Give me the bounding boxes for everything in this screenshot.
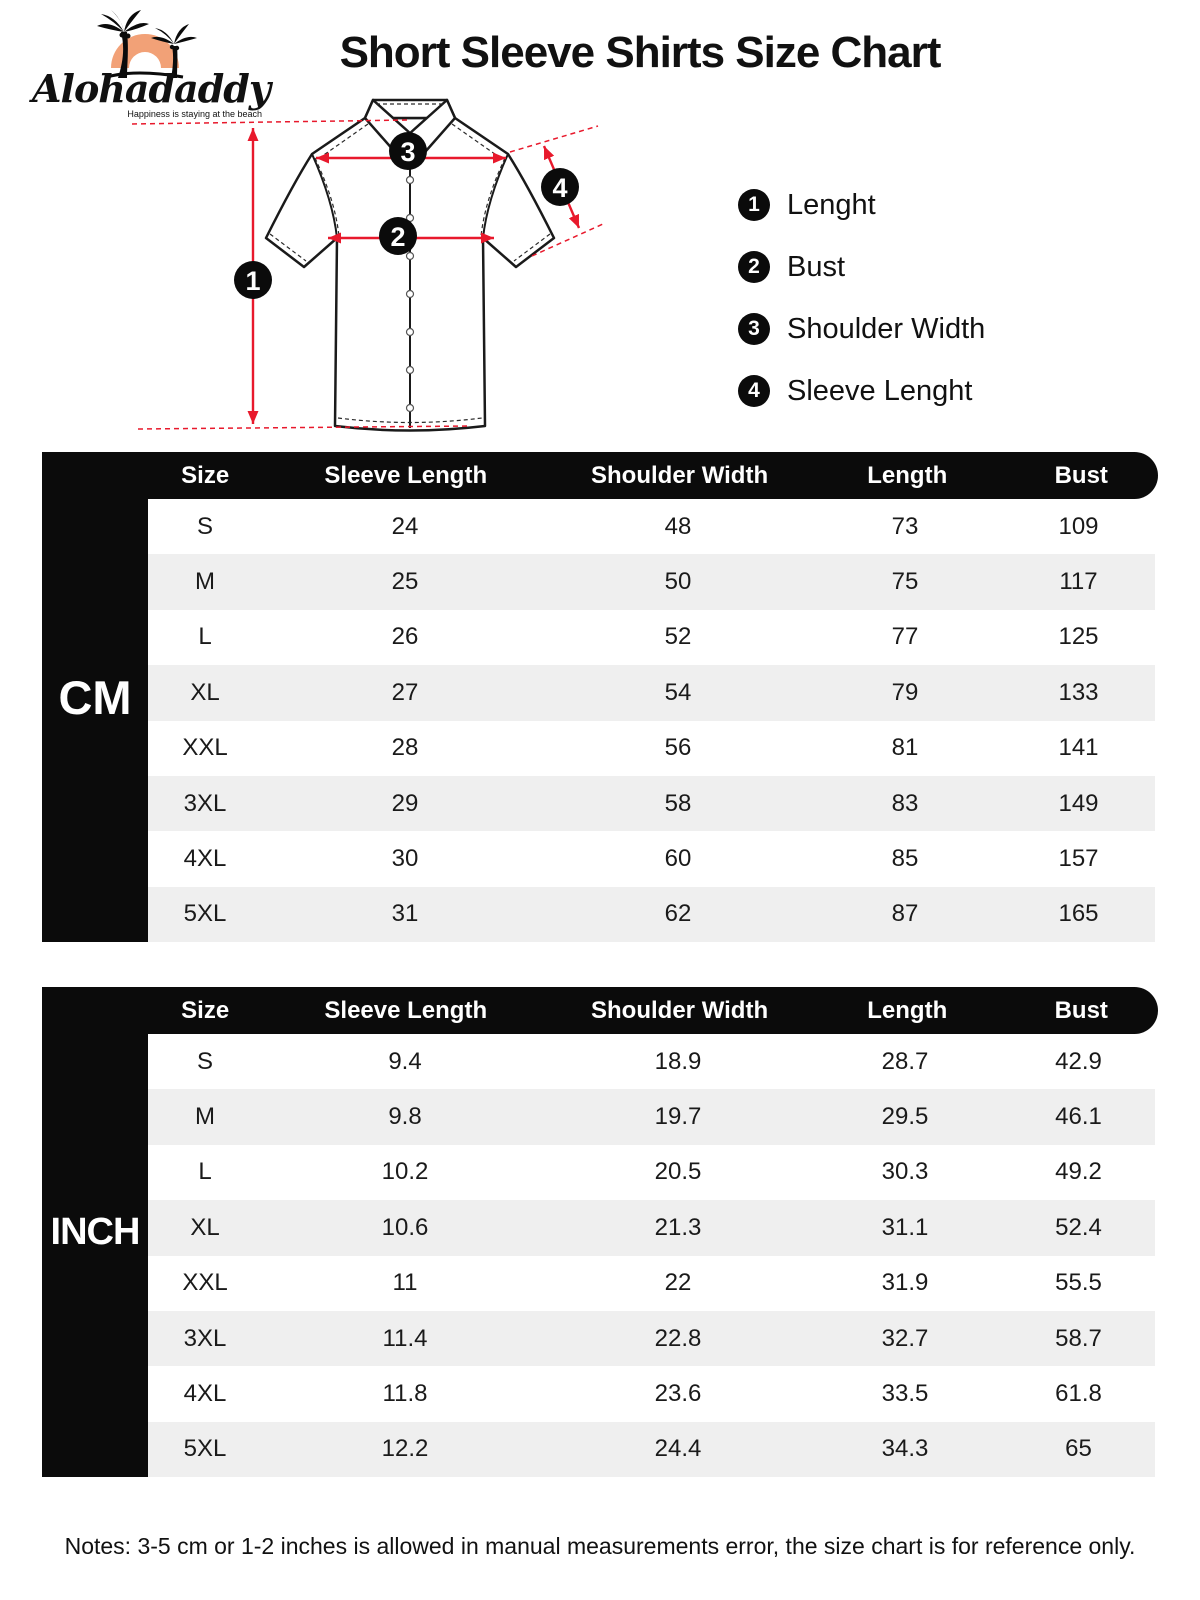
column-header-sleeve-length: Sleeve Length (324, 461, 488, 489)
cell-shoulder: 60 (664, 845, 692, 873)
cell-size: 5XL (183, 900, 227, 928)
cell-length: 29.5 (881, 1103, 929, 1131)
cell-shoulder: 19.7 (654, 1103, 702, 1131)
legend-1-label: Lenght (787, 188, 876, 221)
cell-bust: 117 (1059, 568, 1098, 596)
header-spacer (42, 987, 148, 1034)
cell-size: XL (190, 1213, 220, 1241)
cell-sleeve: 11.8 (382, 1380, 428, 1408)
cell-length: 73 (891, 512, 919, 540)
legend-4-badge: 4 (738, 375, 770, 407)
cell-length: 33.5 (881, 1380, 929, 1408)
table-row (148, 1366, 1155, 1421)
cell-sleeve: 25 (391, 568, 419, 596)
table-header-cm (42, 452, 1158, 499)
column-header-sleeve-length: Sleeve Length (324, 996, 488, 1024)
cell-sleeve: 10.2 (381, 1158, 429, 1186)
cell-length: 85 (891, 845, 919, 873)
brand-name: Alohadaddy (32, 66, 270, 111)
page-title: Short Sleeve Shirts Size Chart (339, 28, 941, 77)
legend-item-length (738, 188, 985, 222)
cell-size: XXL (182, 734, 228, 762)
table-header-inch (42, 987, 1158, 1034)
cell-length: 28.7 (881, 1047, 929, 1075)
cell-bust: 125 (1058, 623, 1099, 651)
column-header-length: Length (867, 461, 948, 489)
cell-shoulder: 22.8 (654, 1324, 702, 1352)
shirt-measurement-diagram (120, 88, 620, 448)
cell-shoulder: 22 (664, 1269, 692, 1297)
table-row (148, 721, 1155, 776)
cell-length: 34.3 (881, 1435, 929, 1463)
cell-shoulder: 21.3 (654, 1213, 702, 1241)
column-header-bust: Bust (1054, 996, 1108, 1024)
table-row (148, 1311, 1155, 1366)
legend-item-shoulder-width (738, 312, 985, 346)
measurement-legend (738, 188, 985, 436)
cell-shoulder: 52 (664, 623, 692, 651)
table-row (148, 1256, 1155, 1311)
cell-sleeve: 9.8 (388, 1103, 422, 1131)
cell-sleeve: 30 (391, 845, 419, 873)
cell-bust: 52.4 (1055, 1213, 1102, 1241)
cell-length: 31.9 (881, 1269, 929, 1297)
marker-1-num: 1 (245, 266, 261, 296)
cell-size: 4XL (183, 845, 227, 873)
unit-label-inch: INCH (42, 987, 148, 1477)
cell-size: M (195, 1103, 215, 1131)
cell-sleeve: 11.4 (382, 1324, 428, 1352)
cell-bust: 65 (1065, 1435, 1092, 1463)
table-row (148, 1034, 1155, 1089)
cell-sleeve: 11 (392, 1269, 418, 1297)
cell-shoulder: 48 (664, 512, 692, 540)
table-row (148, 831, 1155, 886)
cell-size: L (198, 623, 212, 651)
cell-size: S (196, 512, 213, 540)
cell-shoulder: 58 (664, 789, 692, 817)
legend-1-badge: 1 (738, 189, 770, 221)
cell-bust: 133 (1058, 678, 1099, 706)
cell-size: 5XL (183, 1435, 227, 1463)
table-row (148, 1422, 1155, 1477)
cell-length: 79 (891, 678, 919, 706)
cell-bust: 157 (1058, 845, 1099, 873)
cell-length: 87 (891, 900, 919, 928)
table-row (148, 887, 1155, 942)
marker-4-num: 4 (552, 173, 568, 203)
unit-label-cm: CM (42, 452, 148, 942)
cell-size: S (196, 1047, 213, 1075)
table-row (148, 499, 1155, 554)
column-header-size: Size (181, 996, 230, 1024)
cell-length: 30.3 (881, 1158, 929, 1186)
brand-tagline: Happiness is staying at the beach (127, 109, 262, 119)
cell-length: 32.7 (881, 1324, 929, 1352)
cell-sleeve: 10.6 (381, 1213, 429, 1241)
cell-shoulder: 50 (664, 568, 692, 596)
cell-shoulder: 18.9 (654, 1047, 702, 1075)
column-header-size: Size (181, 461, 230, 489)
table-row (148, 1089, 1155, 1144)
cell-shoulder: 56 (664, 734, 692, 762)
cell-bust: 58.7 (1055, 1324, 1102, 1352)
cell-sleeve: 24 (391, 512, 419, 540)
cell-length: 81 (891, 734, 919, 762)
cell-length: 75 (891, 568, 919, 596)
cell-length: 83 (891, 789, 919, 817)
legend-item-sleeve-length (738, 374, 985, 408)
column-header-shoulder-width: Shoulder Width (591, 461, 769, 489)
cell-shoulder: 62 (664, 900, 692, 928)
column-header-shoulder-width: Shoulder Width (591, 996, 769, 1024)
cell-shoulder: 24.4 (654, 1435, 702, 1463)
guide-sleeve-upper-dashed (510, 126, 598, 152)
cell-size: 3XL (183, 789, 227, 817)
cell-bust: 46.1 (1055, 1103, 1102, 1131)
cell-sleeve: 31 (391, 900, 419, 928)
cell-bust: 61.8 (1055, 1380, 1102, 1408)
table-row (148, 610, 1155, 665)
cell-shoulder: 20.5 (654, 1158, 702, 1186)
cell-bust: 149 (1058, 789, 1099, 817)
cell-size: 4XL (183, 1380, 227, 1408)
legend-2-badge: 2 (738, 251, 770, 283)
cell-size: XXL (182, 1269, 228, 1297)
cell-size: 3XL (183, 1324, 227, 1352)
table-row (148, 554, 1155, 609)
legend-item-bust (738, 250, 985, 284)
cell-bust: 165 (1058, 900, 1099, 928)
marker-2-num: 2 (390, 222, 406, 252)
cell-sleeve: 9.4 (388, 1047, 422, 1075)
cell-shoulder: 23.6 (654, 1380, 702, 1408)
size-table-inch (42, 987, 1158, 1477)
cell-sleeve: 28 (391, 734, 419, 762)
size-table-cm (42, 452, 1158, 942)
table-row (148, 1200, 1155, 1255)
legend-3-label: Shoulder Width (787, 312, 986, 345)
cell-bust: 49.2 (1055, 1158, 1102, 1186)
cell-size: M (195, 568, 215, 596)
sun-arc-shape (111, 34, 179, 68)
table-row (148, 665, 1155, 720)
cell-length: 31.1 (881, 1213, 929, 1241)
cell-size: XL (190, 678, 220, 706)
cell-sleeve: 26 (391, 623, 419, 651)
cell-bust: 42.9 (1055, 1047, 1102, 1075)
table-body-inch (148, 1034, 1155, 1477)
cell-length: 77 (891, 623, 919, 651)
table-row (148, 776, 1155, 831)
cell-sleeve: 29 (391, 789, 419, 817)
cell-sleeve: 27 (391, 678, 419, 706)
cell-shoulder: 54 (664, 678, 692, 706)
column-header-length: Length (867, 996, 948, 1024)
cell-bust: 109 (1058, 512, 1099, 540)
column-header-bust: Bust (1054, 461, 1108, 489)
cell-sleeve: 12.2 (381, 1435, 429, 1463)
header-spacer (42, 452, 148, 499)
legend-2-label: Bust (787, 250, 846, 283)
legend-3-badge: 3 (738, 313, 770, 345)
cell-bust: 141 (1058, 734, 1099, 762)
legend-4-label: Sleeve Lenght (787, 374, 973, 407)
table-body-cm (148, 499, 1155, 942)
cell-size: L (198, 1158, 212, 1186)
notes-text: Notes: 3-5 cm or 1-2 inches is allowed in manual measurements error, the size chart is for reference only. (64, 1533, 1136, 1559)
table-row (148, 1145, 1155, 1200)
cell-bust: 55.5 (1055, 1269, 1102, 1297)
marker-3-num: 3 (400, 137, 416, 167)
